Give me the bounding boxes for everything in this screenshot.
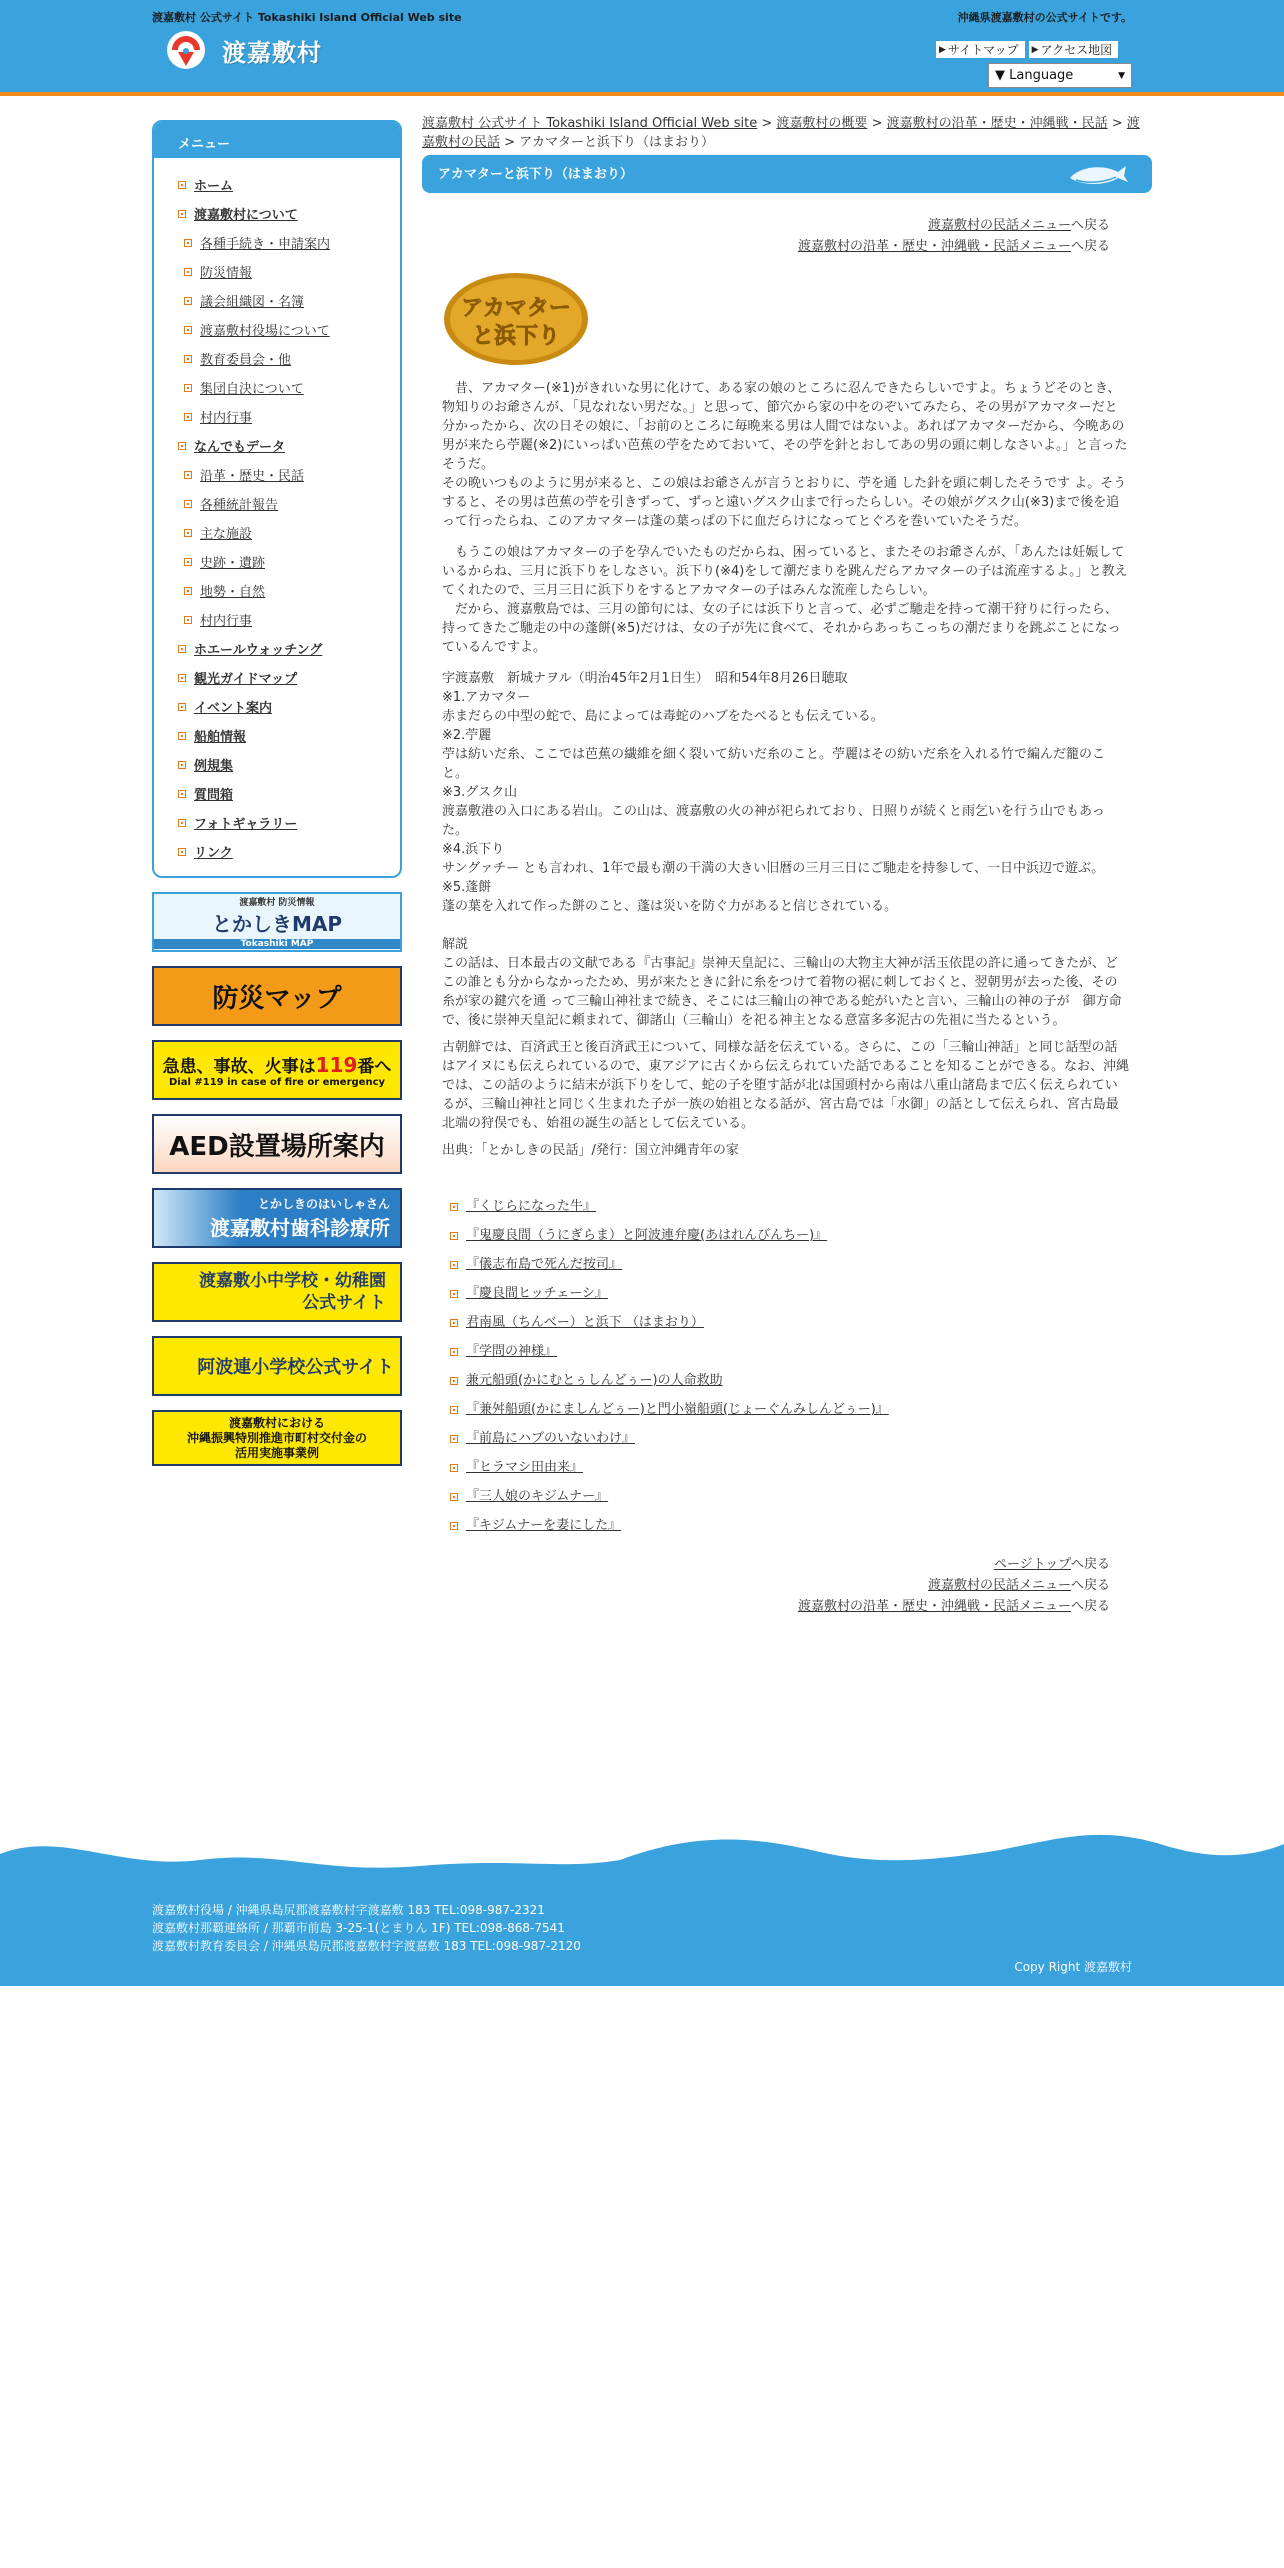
sidebar-item-link[interactable]: 沿革・歴史・民話 xyxy=(200,469,305,484)
page-title-bar xyxy=(422,155,1152,193)
breadcrumb-link[interactable]: 渡嘉敷村の民話 xyxy=(422,116,1140,150)
square-bullet-icon xyxy=(178,181,186,189)
sidebar-item xyxy=(154,431,400,460)
disaster-map-banner[interactable] xyxy=(152,966,402,1026)
story-text xyxy=(442,379,1130,657)
back-links-bottom: ページトップへ戻る 渡嘉敷村の民話メニューへ戻る 渡嘉敷村の沿革・歴史・沖縄戦・民話メニューへ戻る xyxy=(797,1557,1110,1614)
sidebar-item xyxy=(154,750,400,779)
page-title: アカマターと浜下り（はまおり） xyxy=(438,167,633,182)
folktale-list-item xyxy=(450,1424,1130,1453)
aed-label: AED設置場所案内 xyxy=(169,1131,385,1162)
square-bullet-icon xyxy=(178,674,186,682)
grant-line2: 沖縄振興特別推進市町村交付金の xyxy=(186,1430,367,1445)
square-bullet-icon xyxy=(184,297,192,305)
site-logo-text: 渡嘉敷村 xyxy=(222,37,322,67)
sidebar-item-link[interactable]: ホエールウォッチング xyxy=(194,643,323,658)
aharen-school-banner[interactable] xyxy=(152,1336,402,1396)
square-bullet-icon xyxy=(184,355,192,363)
sidebar-item-link[interactable]: 船舶情報 xyxy=(194,730,247,745)
sidebar-item-link[interactable]: 防災情報 xyxy=(200,266,253,281)
folktale-list-item xyxy=(450,1511,1130,1540)
note-line: 苧は紡いだ糸、ここでは芭蕉の繊維を細く裂いて紡いだ糸のこと。苧麗はその紡いだ糸を入れる竹で編んだ籠のこと。 xyxy=(442,747,1106,781)
footer-contact-line: 渡嘉敷村役場 / 沖縄県島尻郡渡嘉敷村字渡嘉敷 183 TEL:098-987-2321 xyxy=(152,1903,545,1917)
emergency-119-banner[interactable] xyxy=(152,1040,402,1100)
language-select-value: ▼ Language xyxy=(995,68,1074,83)
note-line: ※4.浜下り xyxy=(442,842,505,857)
sidebar-item-link[interactable]: 渡嘉敷村役場について xyxy=(200,324,330,339)
square-bullet-icon xyxy=(184,384,192,392)
footer-contact-line: 渡嘉敷村教育委員会 / 沖縄県島尻郡渡嘉敷村字渡嘉敷 183 TEL:098-987-2120 xyxy=(152,1939,581,1953)
folktale-link[interactable]: 『キジムナーを妻にした』 xyxy=(466,1518,622,1533)
breadcrumb: 渡嘉敷村 公式サイト Tokashiki Island Official Web site > 渡嘉敷村の概要 > 渡嘉敷村の沿革・歴史・沖縄戦・民話 > 渡嘉敷村の民話 > アカマターと浜下り（はまおり） xyxy=(422,116,1140,150)
back-links-top: 渡嘉敷村の民話メニューへ戻る 渡嘉敷村の沿革・歴史・沖縄戦・民話メニューへ戻る xyxy=(797,218,1110,254)
sidebar-item-link[interactable]: 質問箱 xyxy=(194,788,234,803)
square-bullet-icon xyxy=(178,761,186,769)
note-line: ※2.苧麗 xyxy=(442,728,492,743)
back-to-history-link[interactable]: 渡嘉敷村の沿革・歴史・沖縄戦・民話メニュー xyxy=(797,239,1071,254)
square-bullet-icon xyxy=(178,819,186,827)
square-bullet-icon xyxy=(450,1522,458,1530)
sidebar-item xyxy=(154,605,400,634)
sidebar-item-link[interactable]: 各種手続き・申請案内 xyxy=(200,237,331,252)
emergency-number: 119 xyxy=(315,1053,358,1077)
sidebar-item xyxy=(154,808,400,837)
language-select[interactable] xyxy=(988,63,1132,88)
note-line: ※1.アカマター xyxy=(442,690,531,705)
grant-line3: 活用実施事業例 xyxy=(234,1445,319,1460)
dental-clinic-banner[interactable] xyxy=(152,1188,402,1248)
map-banner-caption: 渡嘉敷村 防災情報 xyxy=(239,898,315,908)
story-title-badge xyxy=(442,271,590,367)
story-paragraph: だから、渡嘉敷島では、三月の節句には、女の子には浜下りと言って、必ずご馳走を持って潮干狩りに行ったら、持ってきたご馳走の中の蓬餅(※5)だけは、女の子が先に食べて、それからあっちこっちの潮だまりを跳ぶことになっているんですよ。 xyxy=(442,602,1121,655)
site-header xyxy=(0,0,1284,96)
school-line2: 公式サイト xyxy=(302,1293,386,1313)
sidebar-item-link[interactable]: 主な施設 xyxy=(200,527,253,542)
sidebar-item-link[interactable]: 村内行事 xyxy=(200,614,253,629)
sidebar-item xyxy=(154,402,400,431)
folktale-list-item xyxy=(450,1337,1130,1366)
school-line1: 渡嘉敷小中学校・幼稚園 xyxy=(199,1271,386,1291)
square-bullet-icon xyxy=(450,1232,458,1240)
source-citation: 出典：「とかしきの民話」/発行：国立沖縄青年の家 xyxy=(442,1143,739,1158)
folktale-link[interactable]: 『儀志布島で死んだ按司』 xyxy=(466,1257,623,1272)
square-bullet-icon xyxy=(178,442,186,450)
square-bullet-icon xyxy=(184,587,192,595)
footer-contact-line: 渡嘉敷村那覇連絡所 / 那覇市前島 3-25-1(とまりん 1F) TEL:098-868-7541 xyxy=(152,1921,565,1935)
folktale-link[interactable]: 兼元船頭(かにむとぅしんどぅー)の人命救助 xyxy=(466,1373,723,1388)
triangle-right-icon: ▶ xyxy=(939,44,946,55)
square-bullet-icon xyxy=(178,848,186,856)
sidebar-item-link[interactable]: 渡嘉敷村について xyxy=(194,208,298,223)
whale-icon xyxy=(1066,160,1130,188)
note-line: 渡嘉敷港の入口にある岩山。この山は、渡嘉敷の火の神が祀られており、日照りが続くと雨乞いを行う山でもあった。 xyxy=(442,804,1105,838)
emergency-text-b: 番へ xyxy=(357,1057,392,1077)
breadcrumb-link[interactable]: 渡嘉敷村の概要 xyxy=(776,116,868,131)
note-line: 赤まだらの中型の蛇で、島によっては毒蛇のハブをたべるとも伝えている。 xyxy=(442,709,884,724)
note-line: 蓬の葉を入れて作った餅のこと、蓬は災いを防ぐ力があると信じされている。 xyxy=(442,899,898,914)
folktale-link[interactable]: 『鬼慶良間（うにぎらま）と阿波連弁慶(あはれんびんちー)』 xyxy=(466,1228,828,1243)
folktale-link[interactable]: 『前島にハブのいないわけ』 xyxy=(466,1431,636,1446)
sidebar-item xyxy=(154,228,400,257)
site-description: 沖縄県渡嘉敷村の公式サイトです。 xyxy=(957,11,1132,24)
back-to-history-link[interactable]: 渡嘉敷村の沿革・歴史・沖縄戦・民話メニュー xyxy=(797,1599,1071,1614)
square-bullet-icon xyxy=(184,471,192,479)
badge-line1: アカマター xyxy=(461,296,571,321)
folktale-link[interactable]: 『ヒラマシ田由来』 xyxy=(466,1460,584,1475)
access-map-link[interactable]: ▶ アクセス地図 xyxy=(1029,41,1119,58)
school-site-banner[interactable] xyxy=(152,1262,402,1322)
folktale-list-item xyxy=(450,1366,1130,1395)
folktale-list-item xyxy=(450,1453,1130,1482)
square-bullet-icon xyxy=(178,210,186,218)
square-bullet-icon xyxy=(184,529,192,537)
note-line: ※3.グスク山 xyxy=(442,785,518,800)
sidebar-item xyxy=(154,692,400,721)
village-emblem-icon xyxy=(160,28,216,72)
commentary-paragraph: この話は、日本最古の文献である『古事記』崇神天皇記に、三輪山の大物主大神が活玉依毘の許に通ってきたが、どこの誰とも分からなかったため、男が来たときに針に糸をつけて着物の裾に刺しておくと、翌朝男が去った後、その糸が家の鍵穴を通 って三輪山神社まで続き、そこには三輪山の神である蛇がいたと言い、三輪山の神の子が 御方命で、後に崇神天皇記に頼まれて、御諸山（三輪山）を祀る神主となる意富多多泥古の先祖に当たるという。 xyxy=(442,956,1122,1028)
square-bullet-icon xyxy=(184,239,192,247)
sidebar-item xyxy=(154,721,400,750)
sidebar-item-link[interactable]: 議会組織図・名簿 xyxy=(200,295,305,310)
folktale-link[interactable]: 『くじらになった牛』 xyxy=(466,1199,597,1214)
sidebar-item xyxy=(154,315,400,344)
disaster-map-label: 防災マップ xyxy=(212,983,342,1014)
square-bullet-icon xyxy=(450,1319,458,1327)
breadcrumb-link[interactable]: 渡嘉敷村の沿革・歴史・沖縄戦・民話 xyxy=(886,116,1108,131)
story-paragraph: もうこの娘はアカマターの子を孕んでいたものだからね、困っていると、またそのお爺さんが、「あんたは妊娠しているからね、三月に浜下りをしなさい。浜下り(※4)をして潮だまりを跳んだらアカマターの子は流産するよ。」と教えてくれたので、三月三日に浜下りをするとアカマターの子はみんな流産したらしい。 xyxy=(442,545,1128,598)
sidebar-item xyxy=(154,518,400,547)
folktale-list-item xyxy=(450,1308,1130,1337)
folktale-list-item xyxy=(450,1250,1130,1279)
note-line: ※5.蓬餅 xyxy=(442,880,492,895)
site-footer xyxy=(0,1830,1284,1986)
sidebar-item-link[interactable]: 史跡・遺跡 xyxy=(200,556,266,571)
aharen-school-label: 阿波連小学校公式サイト xyxy=(197,1357,394,1378)
sidebar-item xyxy=(154,460,400,489)
square-bullet-icon xyxy=(450,1261,458,1269)
emergency-english: Dial #119 in case of fire or emergency xyxy=(168,1077,386,1088)
article xyxy=(422,215,1152,1617)
sidebar-item xyxy=(154,547,400,576)
folktale-link[interactable]: 『兼舛船頭(かにましんどぅー)と門小嶺船頭(じょーぐんみしんどぅー)』 xyxy=(466,1402,889,1417)
dental-title: 渡嘉敷村歯科診療所 xyxy=(210,1216,390,1240)
square-bullet-icon xyxy=(178,645,186,653)
sidebar-item-link[interactable]: フォトギャラリー xyxy=(194,817,298,832)
story-paragraph: 昔、アカマター(※1)がきれいな男に化けて、ある家の娘のところに忍んできたらしいですよ。ちょうどそのとき、物知りのお爺さんが、「見なれない男だな。」と思って、節穴から家の中をのぞいてみたら、その男がアカマターだと分かったから、次の日その娘に、「お前のところに毎晩来る男は人間ではないよ。あればアカマターだから、今晩あの男が来たら苧麗(※2)にいっぱい芭蕉の苧をためておいて、その苧を針とおしてあの男の頭に刺しなさいよ。」と言ったそうだ。 xyxy=(442,381,1128,472)
square-bullet-icon xyxy=(184,413,192,421)
square-bullet-icon xyxy=(450,1464,458,1472)
sidebar-item-link[interactable]: 地勢・自然 xyxy=(200,585,266,600)
square-bullet-icon xyxy=(450,1348,458,1356)
triangle-right-icon: ▶ xyxy=(1031,44,1039,55)
sidebar-menu-title: メニュー xyxy=(154,122,400,158)
square-bullet-icon xyxy=(184,616,192,624)
sidebar-item xyxy=(154,837,400,866)
sidebar-item xyxy=(154,634,400,663)
sitemap-link[interactable]: ▶ サイトマップ xyxy=(936,41,1025,58)
story-notes xyxy=(442,669,1130,916)
emergency-text-a: 急患、事故、火事は xyxy=(162,1057,316,1077)
sidebar-menu-list xyxy=(154,158,400,866)
badge-line2: と浜下り xyxy=(471,324,561,349)
folktale-link[interactable]: 『学問の神様』 xyxy=(466,1344,558,1359)
square-bullet-icon xyxy=(450,1290,458,1298)
folktale-list-item xyxy=(450,1395,1130,1424)
sidebar-menu xyxy=(152,120,402,878)
square-bullet-icon xyxy=(184,500,192,508)
footer-contact xyxy=(152,1901,581,1955)
square-bullet-icon xyxy=(178,703,186,711)
header-links xyxy=(936,41,1118,58)
chevron-down-icon: ▼ xyxy=(1118,70,1125,81)
sidebar-item xyxy=(154,489,400,518)
okinawa-grant-banner[interactable] xyxy=(152,1410,402,1466)
sidebar-item xyxy=(154,779,400,808)
folktale-link[interactable]: 君南風（ちんべー）と浜下 （はまおり） xyxy=(466,1315,704,1330)
note-line: サングァチー とも言われ、1年で最も潮の干満の大きい旧暦の三月三日にご馳走を持参して、一日中浜辺で遊ぶ。 xyxy=(442,861,1105,876)
sidebar-item xyxy=(154,576,400,605)
commentary-paragraph: 古朝鮮では、百済武王と後百済武王について、同様な話を伝えている。さらに、この「三輪山神話」と同じ話型の話はアイヌにも伝えられているので、東アジアに古くから伝えられていた話であることを知ることができる。なお、沖縄では、この話のように結末が浜下りをして、蛇の子を堕す話が北は国頭村から南は八重山諸島まで広く伝えられているが、三輪山神社と同じく生まれた子が一族の始祖となる話が、宮古島では「水御」の話として伝えられ、宮古島最北端の狩俣でも、始祖の誕生の話として伝えている。 xyxy=(442,1040,1130,1131)
back-to-folktales-link[interactable]: 渡嘉敷村の民話メニュー xyxy=(927,1578,1071,1593)
sidebar-item xyxy=(154,257,400,286)
sidebar xyxy=(152,120,402,1466)
commentary-heading: 解説 xyxy=(442,937,469,952)
folktale-list-item xyxy=(450,1221,1130,1250)
sidebar-item xyxy=(154,344,400,373)
site-tagline: 渡嘉敷村 公式サイト Tokashiki Island Official Web site xyxy=(152,11,462,24)
square-bullet-icon xyxy=(178,732,186,740)
tokashiki-map-banner[interactable] xyxy=(152,892,402,952)
sidebar-item-link[interactable]: リンク xyxy=(194,846,233,861)
square-bullet-icon xyxy=(450,1493,458,1501)
sidebar-item-link[interactable]: 村内行事 xyxy=(200,411,253,426)
folktale-list xyxy=(442,1192,1130,1540)
sidebar-item-link[interactable]: イベント案内 xyxy=(194,701,273,716)
map-banner-title: とかしきMAP xyxy=(211,912,343,936)
story-paragraph: その晩いつものように男が来ると、この娘はお爺さんが言うとおりに、苧を通 した針を頭に刺したそうです よ。そうすると、その男は芭蕉の苧を引きずって、ずっと遠いグスク山まで行ったらしい。その娘がグスク山(※3)まで後を追って行ったらね、このアカマターは蓬の葉っぱの下に血だらけになってとぐろを巻いていたそうだ。 xyxy=(442,476,1127,529)
square-bullet-icon xyxy=(450,1203,458,1211)
square-bullet-icon xyxy=(450,1406,458,1414)
sidebar-item xyxy=(154,170,400,199)
folktale-link[interactable]: 『三人娘のキジムナー』 xyxy=(466,1489,609,1504)
sidebar-item xyxy=(154,199,400,228)
back-to-folktales-link[interactable]: 渡嘉敷村の民話メニュー xyxy=(927,218,1071,233)
folktale-list-item xyxy=(450,1482,1130,1511)
sidebar-item-link[interactable]: 例規集 xyxy=(194,759,234,774)
sidebar-item xyxy=(154,663,400,692)
sidebar-item xyxy=(154,286,400,315)
square-bullet-icon xyxy=(184,326,192,334)
square-bullet-icon xyxy=(184,558,192,566)
sidebar-item-link[interactable]: 集団自決について xyxy=(200,382,304,397)
square-bullet-icon xyxy=(450,1377,458,1385)
sidebar-item-link[interactable]: 各種統計報告 xyxy=(200,498,279,513)
sidebar-item-link[interactable]: なんでもデータ xyxy=(194,440,286,455)
sidebar-item-link[interactable]: 教育委員会・他 xyxy=(200,353,292,368)
aed-locations-banner[interactable] xyxy=(152,1114,402,1174)
sidebar-item-link[interactable]: 観光ガイドマップ xyxy=(194,672,298,687)
site-logo[interactable] xyxy=(160,28,322,72)
grant-line1: 渡嘉敷村における xyxy=(228,1415,325,1430)
map-banner-subtitle: Tokashiki MAP xyxy=(154,939,400,949)
square-bullet-icon xyxy=(450,1435,458,1443)
sidebar-item-link[interactable]: ホーム xyxy=(194,179,234,194)
copyright: Copy Right 渡嘉敷村 xyxy=(1014,1960,1132,1974)
main-content xyxy=(422,114,1152,1617)
square-bullet-icon xyxy=(178,790,186,798)
folktale-list-item xyxy=(450,1279,1130,1308)
breadcrumb-current: アカマターと浜下り（はまおり） xyxy=(519,135,715,150)
note-line: 字渡嘉敷 新城ナヲル（明治45年2月1日生） 昭和54年8月26日聴取 xyxy=(442,671,848,686)
breadcrumb-link[interactable]: 渡嘉敷村 公式サイト Tokashiki Island Official Web site xyxy=(422,116,758,131)
dental-caption: とかしきのはいしゃさん xyxy=(257,1197,390,1211)
page-top-link[interactable]: ページトップ xyxy=(993,1557,1071,1572)
folktale-list-item xyxy=(450,1192,1130,1221)
sidebar-item xyxy=(154,373,400,402)
square-bullet-icon xyxy=(184,268,192,276)
folktale-link[interactable]: 『慶良間ヒッチェーシ』 xyxy=(466,1286,608,1301)
